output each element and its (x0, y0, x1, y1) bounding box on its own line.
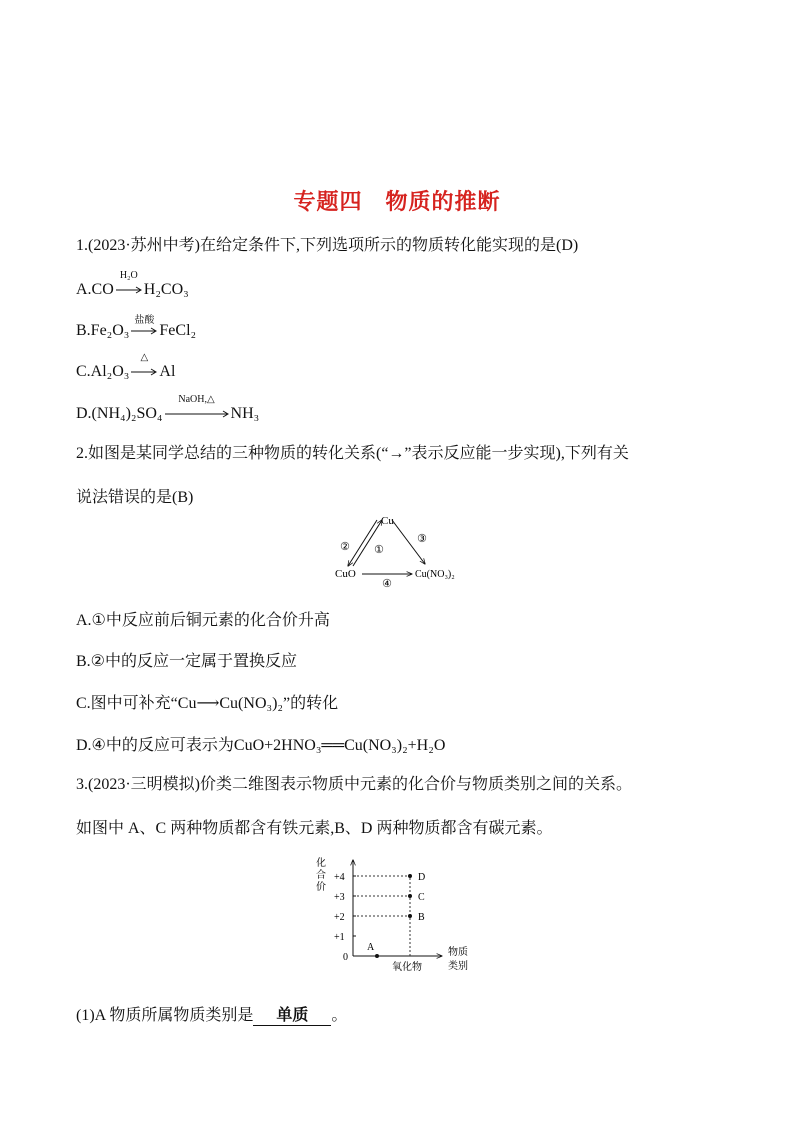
q2-conversion-diagram (330, 508, 470, 588)
q2-stem-line1: 2.如图是某同学总结的三种物质的转化关系(“→”表示反应能一步实现),下列有关 (76, 445, 629, 462)
x-title-line2: 类别 (448, 961, 468, 972)
page-title: 专题四 物质的推断 (293, 190, 501, 215)
q1-option-b (76, 315, 197, 340)
point-d (408, 874, 412, 878)
q2-option-d: D.④中的反应可表示为CuO+2HNO₃══Cu(NO₃)₂+H₂O (76, 737, 446, 754)
q1-b-product: FeCl₂ (159, 322, 197, 339)
x-category-oxide: 氧化物 (392, 962, 422, 973)
y-title-char-2: 合 (316, 870, 326, 881)
q1-option-a (76, 270, 189, 299)
arrow-2 (348, 520, 377, 566)
point-label-b: B (418, 912, 425, 923)
q2-option-b: B.②中的反应一定属于置换反应 (76, 653, 298, 670)
q1-d-condition: NaOH,△ (178, 394, 215, 405)
q2-stem-line2: 说法错误的是(B) (76, 489, 194, 506)
point-label-a: A (367, 942, 375, 953)
q1-b-reactant: B.Fe₂O₃ (76, 322, 130, 339)
q2-option-a: A.①中反应前后铜元素的化合价升高 (76, 612, 330, 629)
point-b (408, 914, 412, 918)
point-c (408, 894, 412, 898)
q1-c-condition: △ (140, 352, 149, 363)
q1-c-product: Al (159, 363, 176, 380)
diagram-node-cu: Cu (381, 515, 394, 527)
y-tick-label: +1 (334, 932, 345, 943)
q3-stem-line2: 如图中 A、C 两种物质都含有铁元素,B、D 两种物质都含有碳元素。 (76, 820, 553, 837)
q3-valence-class-chart (310, 852, 485, 977)
data-points (367, 872, 425, 958)
q1-option-d (76, 394, 260, 423)
x-title-line1: 物质 (448, 947, 468, 958)
y-title-char-1: 化 (316, 858, 326, 869)
reaction-arrow (131, 315, 157, 335)
q3-sub1-prefix: (1)A 物质所属物质类别是 (76, 1007, 254, 1024)
label-3: ③ (417, 532, 427, 545)
q3-sub1-answer-blank: 单质 (253, 1002, 331, 1026)
q1-d-product: NH₃ (230, 405, 260, 422)
point-label-d: D (418, 872, 426, 883)
q3-sub1 (76, 1002, 347, 1026)
y-title-char-3: 价 (316, 882, 326, 893)
q3-stem-line1: 3.(2023·三明模拟)价类二维图表示物质中元素的化合价与物质类别之间的关系。 (76, 776, 632, 793)
label-2: ② (340, 540, 350, 553)
reaction-arrow (165, 394, 229, 418)
point-label-c: C (418, 892, 425, 903)
q1-b-condition: 盐酸 (134, 315, 155, 326)
y-tick-label: 0 (343, 952, 348, 963)
q1-d-reactant: D.(NH₄)₂SO₄ (76, 405, 163, 422)
diagram-node-cuno3: Cu(NO₃)₂ (415, 569, 455, 580)
point-a (375, 954, 379, 958)
reaction-arrow (131, 352, 157, 376)
label-1: ① (374, 543, 384, 556)
q1-a-product: H₂CO₃ (143, 281, 189, 298)
reaction-arrow (116, 270, 142, 294)
y-axis-title (316, 856, 326, 893)
q3-sub1-suffix: 。 (331, 1007, 348, 1024)
diagram-node-cuo: CuO (335, 568, 356, 580)
y-tick-label: +3 (334, 892, 345, 903)
q1-a-condition: H₂O (119, 270, 138, 281)
q1-a-reactant: A.CO (76, 281, 114, 298)
q1-c-reactant: C.Al₂O₃ (76, 363, 130, 380)
q1-option-c (76, 352, 176, 381)
q1-stem: 1.(2023·苏州中考)在给定条件下,下列选项所示的物质转化能实现的是(D) (76, 237, 579, 254)
label-4: ④ (382, 577, 392, 588)
y-tick-label: +2 (334, 912, 345, 923)
y-tick-label: +4 (334, 872, 345, 883)
q2-option-c: C.图中可补充“Cu⟶Cu(NO₃)₂”的转化 (76, 695, 339, 712)
